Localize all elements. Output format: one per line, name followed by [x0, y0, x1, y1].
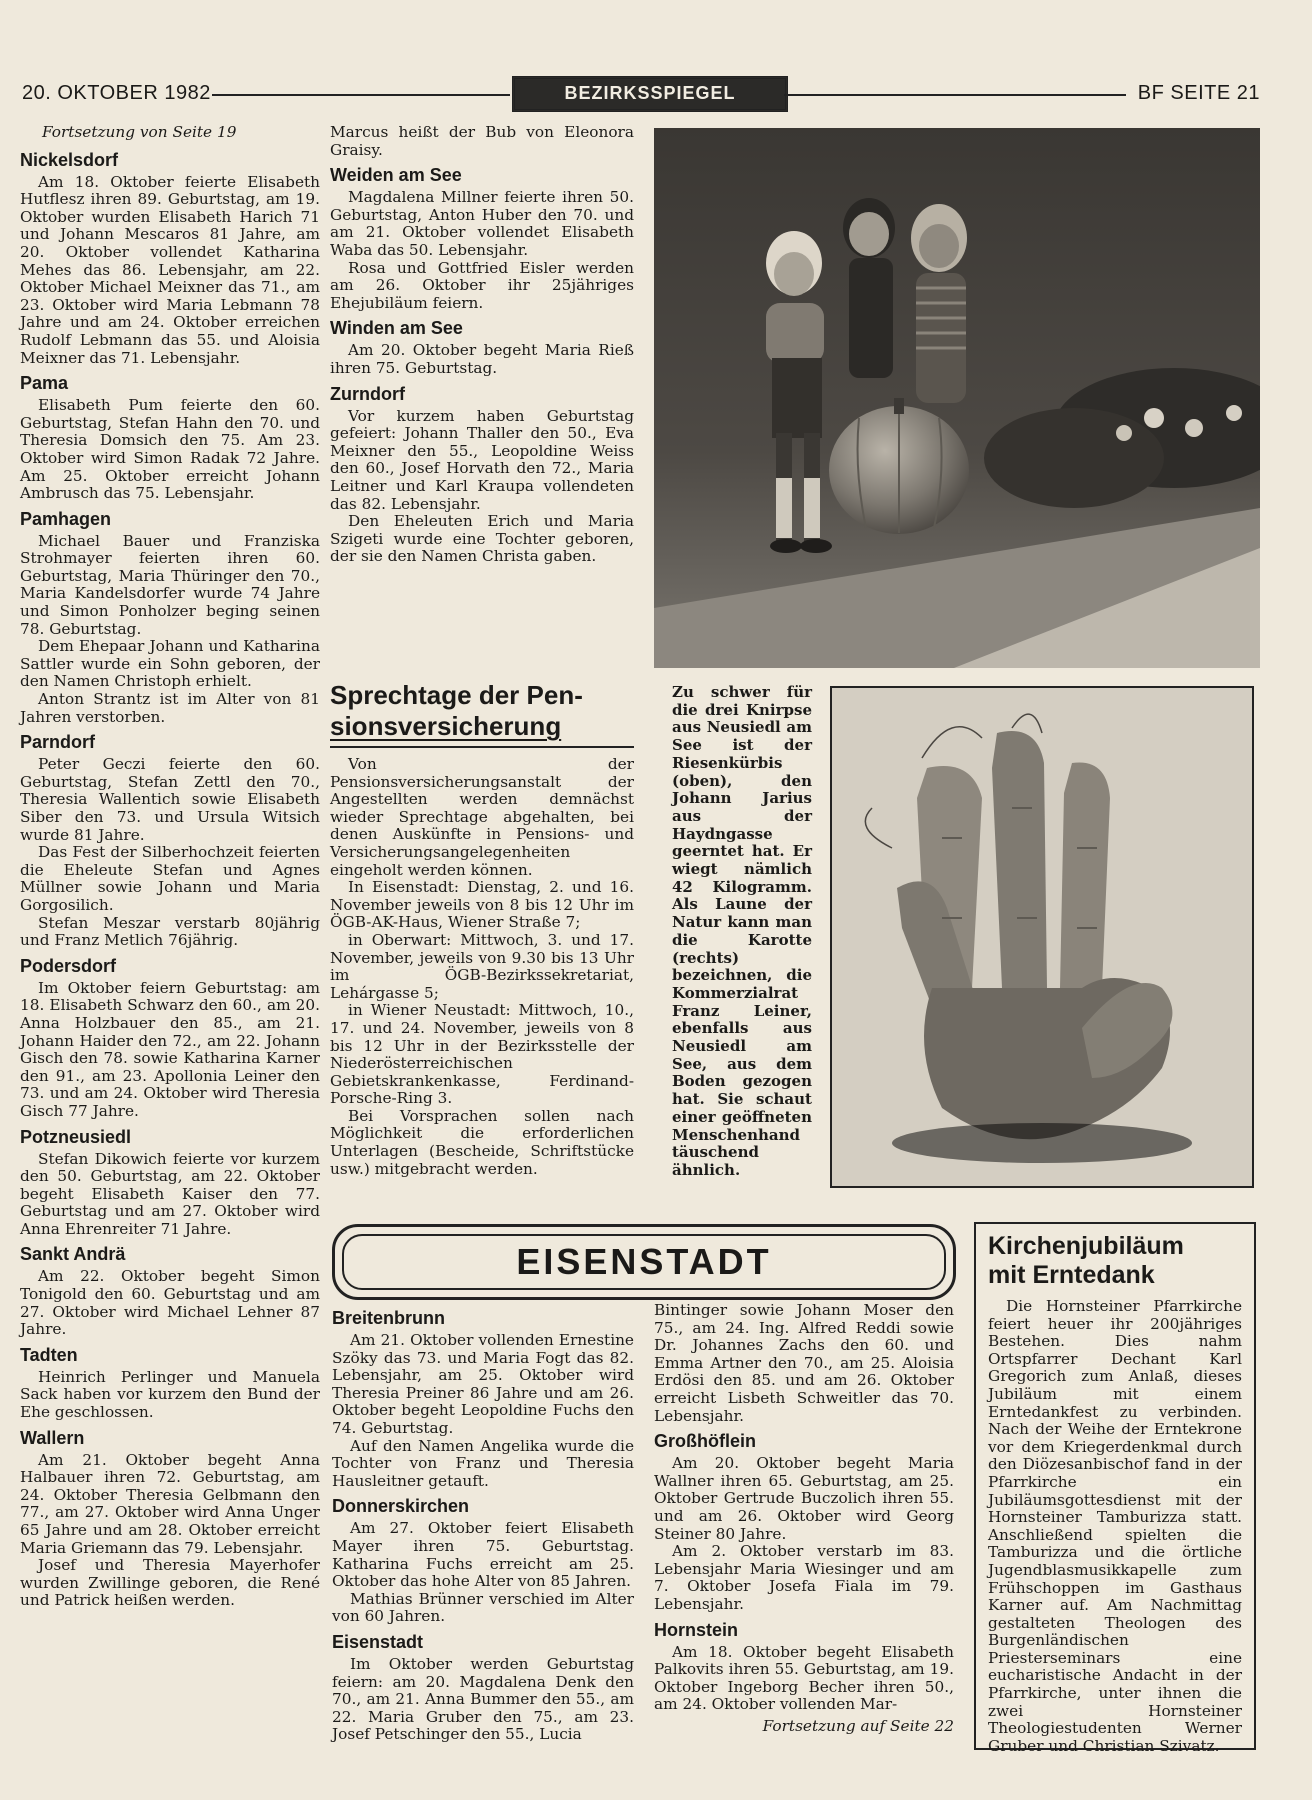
paragraph: Das Fest der Silberhochzeit feierten die Eheleute Stefan und Agnes Müllner sowie Johann und Maria Gorgosilich. [20, 843, 320, 914]
paragraph: Bintinger sowie Johann Moser den 75., am 24. Ing. Alfred Reddi sowie Dr. Johannes Zachs den 60. und Emma Artner den 70., am 25. Aloisia Erdösi den 85. und am 26. Oktober erreicht Lisbeth Schweitler das 70. Lebensjahr. [654, 1301, 954, 1425]
headline-line: Kirchenjubiläum [988, 1232, 1184, 1260]
section-heading: Breitenbrunn [332, 1308, 446, 1328]
headline-line: sionsversicherung [330, 711, 562, 741]
carrot-photo [830, 686, 1254, 1188]
paragraph: Bei Vorsprachen sollen nach Möglichkeit die erforderlichen Unterlagen (Bescheide, Schriftstücke usw.) mitgebracht werden. [330, 1106, 634, 1178]
section-heading: Zurndorf [330, 383, 405, 404]
eisenstadt-banner-title: EISENSTADT [342, 1234, 946, 1290]
paragraph: Anton Strantz ist im Alter von 81 Jahren verstorben. [20, 690, 320, 726]
pumpkin-photo [654, 128, 1260, 668]
headline-line: Sprechtage der Pen- [330, 680, 583, 710]
paragraph: Am 27. Oktober feiert Elisabeth Mayer ihren 75. Geburtstag. Katharina Fuchs erreicht am 25. Oktober das hohe Alter von 85 Jahren. [332, 1519, 634, 1591]
paragraph: Am 2. Oktober verstarb im 83. Lebensjahr Maria Wiesinger und am 7. Oktober Josefa Fiala im 79. Lebensjahr. [654, 1542, 954, 1613]
header-rule-right [784, 94, 1126, 96]
headline-line: mit Erntedank [988, 1261, 1155, 1289]
carrot-photo-image [832, 688, 1252, 1186]
continued-on-note: Fortsetzung auf Seite 22 [762, 1716, 954, 1735]
paragraph: Am 22. Oktober begeht Simon Tonigold den 60. Geburtstag und am 27. Oktober wird Michael Lehner 87 Jahre. [20, 1267, 320, 1339]
section-heading: Wallern [20, 1427, 85, 1448]
section-heading: Parndorf [20, 732, 96, 753]
divider [330, 746, 634, 748]
paragraph: Stefan Dikowich feierte vor kurzem den 50. Geburtstag, am 22. Oktober begeht Elisabeth Kaiser den 77. Geburtstag und am 27. Oktober wird Anna Ehrenreiter 71 Jahre. [20, 1149, 320, 1238]
column-1 [20, 124, 320, 1610]
paragraph: in Wiener Neustadt: Mittwoch, 10., 17. und 24. November, jeweils von 8 bis 12 Uhr in der Bezirksstelle der Niederösterreichischen Gebietskrankenkasse, Ferdinand-Porsche-Ring 3. [330, 1001, 634, 1108]
paragraph: Am 18. Oktober feierte Elisabeth Hutflesz ihren 89. Geburtstag, am 19. Oktober wurden Elisabeth Harich 71 und Johann Mescaros 81 Jahre, am 20. Oktober vollendet Katharina Mehes das 86. Lebensjahr, am 22. Oktober Michael Meixner das 71., am 23. Oktober wird Maria Lebmann 78 Jahre und am 24. Oktober erreichen Rudolf Lebmann das 55. und Aloisia Meixner das 71. Lebensjahr. [20, 172, 320, 367]
paragraph: Die Hornsteiner Pfarrkirche feiert heuer ihr 200jähriges Bestehen. Dies nahm Ortspfarrer Dechant Karl Gregorich zum Anlaß, dieses Jubiläum mit einem Erntedankfest zu verbinden. Nach der Weihe der Erntekrone vor dem Kriegerdenkmal durch den Diözesanbischof fand in der Pfarrkirche ein Jubiläumsgottesdienst mit der Hornsteiner Tamburizza statt. Anschließend spielten die Tamburizza und die örtliche Jugendblasmusikkapelle zum Frühschoppen im Gasthaus Karner auf. Am Nachmittag gestalteten Theologen des Burgenländischen Priesterseminars eine eucharistische Andacht in der Pfarrkirche, unter ihnen die zwei Hornsteiner Theologiestudenten Werner Gruber und Christian Szivatz. [988, 1297, 1242, 1755]
section-heading: Eisenstadt [332, 1631, 424, 1652]
section-heading: Tadten [20, 1344, 78, 1365]
section-heading: Potzneusiedl [20, 1126, 132, 1147]
column-2 [330, 124, 634, 566]
section-heading: Sankt Andrä [20, 1244, 126, 1265]
eisenstadt-column-b [654, 1302, 954, 1735]
section-heading: Pamhagen [20, 508, 112, 529]
photo-caption: Zu schwer für die drei Knirpse aus Neusiedl am See ist der Riesenkürbis (oben), den Johann Jarius aus der Haydngasse geerntet hat. Er wiegt nämlich 42 Kilogramm. Als Laune der Natur kann man die Karotte (rechts) bezeichnen, die Kommerzialrat Franz Leiner, ebenfalls aus Neusiedl am See, aus dem Boden gezogen hat. Sie schaut einer geöffneten Menschenhand täuschend ähnlich. [672, 683, 812, 1179]
paragraph: Im Oktober feiern Geburtstag: am 18. Elisabeth Schwarz den 60., am 20. Anna Holzbauer den 85., am 21. Johann Haider den 72., am 22. Johann Gisch den 78. sowie Katharina Karner den 91., am 23. Apollonia Leiner den 73. und am 24. Oktober wird Theresia Gisch 77 Jahre. [20, 978, 320, 1120]
paragraph: In Eisenstadt: Dienstag, 2. und 16. November jeweils von 8 bis 12 Uhr im ÖGB-AK-Haus, Wiener Straße 7; [330, 878, 634, 932]
paragraph: Michael Bauer und Franziska Strohmayer feierten ihren 60. Geburtstag, Maria Thüringer den 70., Maria Kandelsdorfer wurde 74 Jahre und Simon Ponholzer beging seinen 78. Geburtstag. [20, 531, 320, 638]
pension-article [330, 680, 634, 1178]
eisenstadt-column-a [332, 1302, 634, 1744]
section-heading: Donnerskirchen [332, 1496, 470, 1517]
paragraph: Am 18. Oktober begeht Elisabeth Palkovits ihren 55. Geburtstag, am 19. Oktober Ingeborg Becher ihren 50., am 24. Oktober vollenden Mar- [654, 1642, 954, 1714]
article-headline [988, 1232, 1242, 1290]
header-date: 20. OKTOBER 1982 [22, 82, 211, 104]
paragraph: Am 20. Oktober begeht Maria Rieß ihren 75. Geburtstag. [330, 341, 634, 377]
eisenstadt-banner [332, 1224, 956, 1300]
paragraph: Am 21. Oktober begeht Anna Halbauer ihren 72. Geburtstag, am 24. Oktober Theresia Gelbmann den 77., am 27. Oktober wird Anna Unger 65 Jahre und am 28. Oktober erreicht Maria Griemann das 79. Lebensjahr. [20, 1450, 320, 1557]
paragraph: Auf den Namen Angelika wurde die Tochter von Franz und Theresia Hausleitner getauft. [332, 1436, 634, 1490]
article-headline [330, 680, 634, 742]
paragraph: Am 21. Oktober vollenden Ernestine Szöky das 73. und Maria Fogt das 82. Lebensjahr, am 25. Oktober wird Theresia Preiner 86 Jahre und am 26. Oktober begeht Leopoldine Fuchs den 74. Geburtstag. [332, 1331, 634, 1437]
paragraph: Im Oktober werden Geburtstag feiern: am 20. Magdalena Denk den 70., am 21. Anna Bummer den 55., am 22. Maria Gruber den 75., am 23. Josef Petschinger den 55., Lucia [332, 1654, 634, 1744]
paragraph: Peter Geczi feierte den 60. Geburtstag, Stefan Zettl den 70., Theresia Wallentich sowie Elisabeth Siber den 73. und Ursula Witsich wurde 81 Jahre. [20, 755, 320, 844]
paragraph: Elisabeth Pum feierte den 60. Geburtstag, Stefan Hahn den 70. und Theresia Domsich den 75. Am 23. Oktober wird Simon Radak 72 Jahre. Am 25. Oktober erreicht Johann Ambrusch das 75. Lebensjahr. [20, 396, 320, 503]
section-heading: Nickelsdorf [20, 149, 119, 170]
paragraph: Marcus heißt der Bub von Eleonora Graisy. [330, 123, 634, 159]
paragraph: Mathias Brünner verschied im Alter von 60 Jahren. [332, 1589, 634, 1626]
paragraph: Dem Ehepaar Johann und Katharina Sattler wurde ein Sohn geboren, der den Namen Christoph erhielt. [20, 637, 320, 691]
section-title: BEZIRKSSPIEGEL [512, 76, 788, 112]
section-heading: Weiden am See [330, 165, 462, 186]
header-rule-left [212, 94, 510, 96]
pumpkin-photo-image [654, 128, 1260, 668]
section-heading: Großhöflein [654, 1431, 756, 1452]
paragraph: Den Eheleuten Erich und Maria Szigeti wurde eine Tochter geboren, der sie den Namen Christa gaben. [330, 512, 634, 566]
paragraph: Magdalena Millner feierte ihren 50. Geburtstag, Anton Huber den 70. und am 21. Oktober vollendet Elisabeth Waba das 50. Lebensjahr. [330, 188, 634, 259]
paragraph: Am 20. Oktober begeht Maria Wallner ihren 65. Geburtstag, am 25. Oktober Gertrude Buczolich ihren 55. und am 26. Oktober wird Georg Steiner 80 Jahre. [654, 1454, 954, 1543]
section-heading: Pama [20, 373, 69, 394]
paragraph: Rosa und Gottfried Eisler werden am 26. Oktober ihr 25jähriges Ehejubiläum feiern. [330, 258, 634, 312]
paragraph: Vor kurzem haben Geburtstag gefeiert: Johann Thaller den 50., Eva Meixner den 55., Leopoldine Weiss den 60., Josef Horvath den 72., Maria Leitner und Karl Kraupa vollendeten das 82. Lebensjahr. [330, 406, 634, 513]
header-page-number: BF SEITE 21 [1137, 82, 1260, 104]
section-heading: Podersdorf [20, 955, 117, 976]
kirchenjubilaeum-box [974, 1222, 1256, 1755]
paragraph: Heinrich Perlinger und Manuela Sack haben vor kurzem den Bund der Ehe geschlossen. [20, 1367, 320, 1422]
paragraph: Josef und Theresia Mayerhofer wurden Zwillinge geboren, die René und Patrick heißen werden. [20, 1556, 320, 1610]
paragraph: in Oberwart: Mittwoch, 3. und 17. November, jeweils von 9.30 bis 13 Uhr im ÖGB-Bezirkssekretariat, Lehárgasse 5; [330, 930, 634, 1002]
paragraph: Stefan Meszar verstarb 80jährig und Franz Metlich 76jährig. [20, 913, 320, 950]
section-heading: Hornstein [654, 1619, 739, 1640]
continued-from-note: Fortsetzung von Seite 19 [42, 123, 237, 141]
section-heading: Winden am See [330, 318, 463, 339]
paragraph: Von der Pensionsversicherungsanstalt der Angestellten werden demnächst wieder Sprechtage abgehalten, bei denen Auskünfte in Pensions- und Versicherungsangelegenheiten eingeholt werden können. [330, 755, 634, 879]
